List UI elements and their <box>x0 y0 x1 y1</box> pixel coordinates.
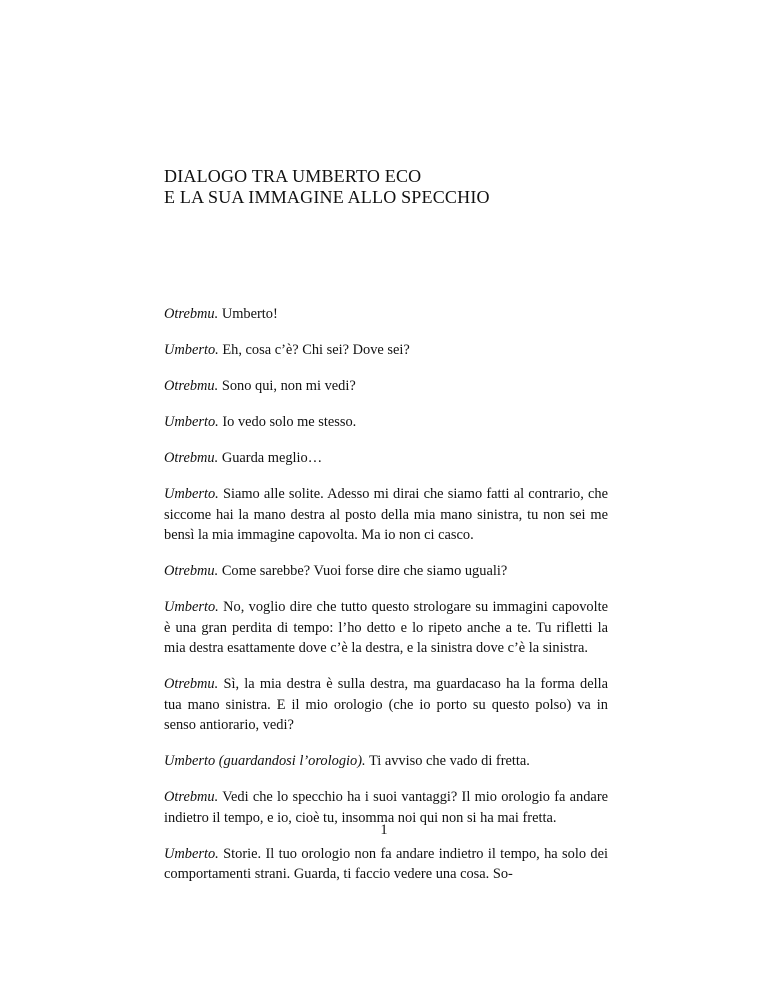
page-number: 1 <box>380 822 388 838</box>
speaker-name: Otrebmu. <box>164 378 219 394</box>
dialogue-text: Io vedo solo me stesso. <box>218 414 357 430</box>
speaker-name: Otrebmu. <box>164 789 219 805</box>
dialogue-text: Vedi che lo specchio ha i suoi vantaggi? Il mio orologio fa andare indietro il tempo, e io, cioè tu, insomma noi qui non si ha mai fretta. <box>164 789 608 826</box>
dialogue-line <box>164 448 608 469</box>
dialogue-line <box>164 597 608 659</box>
dialogue-line <box>164 340 608 361</box>
dialogue-text: Come sarebbe? Vuoi forse dire che siamo uguali? <box>218 563 508 579</box>
dialogue-text: Guarda meglio… <box>218 450 323 466</box>
dialogue-line <box>164 561 608 582</box>
dialogue-text: Siamo alle solite. Adesso mi dirai che siamo fatti al contrario, che siccome hai la mano destra al posto della mia mano sinistra, tu non sei me bensì la mia immagine capovolta. Ma io non ci casco. <box>164 486 608 543</box>
speaker-name: Umberto. <box>164 414 219 430</box>
speaker-name: Umberto. <box>164 845 219 862</box>
speaker-name: Otrebmu. <box>164 306 219 322</box>
dialogue-line <box>164 484 608 546</box>
speaker-name: Umberto. <box>164 486 219 502</box>
dialogue-line <box>164 304 608 325</box>
speaker-name: Umberto. <box>164 599 219 615</box>
document-title <box>164 166 624 208</box>
speaker-name: Umberto (guardandosi l’orologio). <box>164 753 366 769</box>
dialogue-body <box>164 304 608 900</box>
dialogue-line <box>164 844 608 885</box>
title-line-2: E LA SUA IMMAGINE ALLO SPECCHIO <box>164 187 490 207</box>
dialogue-text: Ti avviso che vado di fretta. <box>365 753 530 769</box>
dialogue-line <box>164 674 608 736</box>
dialogue-text: No, voglio dire che tutto questo strologare su immagini capovolte è una gran perdita di tempo: l’ho detto e lo ripeto anche a te. Tu rifletti la mia destra esattamente dove c’è la destra, e la sinistra dove c’è la sinistra. <box>164 599 608 656</box>
speaker-name: Otrebmu. <box>164 676 219 692</box>
dialogue-text: Storie. Il tuo orologio non fa andare indietro il tempo, ha solo dei comportamenti strani. Guarda, ti faccio vedere una cosa. So- <box>164 845 608 882</box>
speaker-name: Otrebmu. <box>164 563 219 579</box>
dialogue-text: Eh, cosa c’è? Chi sei? Dove sei? <box>218 342 410 358</box>
dialogue-text: Umberto! <box>218 306 278 322</box>
title-line-1: DIALOGO TRA UMBERTO ECO <box>164 166 422 186</box>
speaker-name: Otrebmu. <box>164 450 219 466</box>
dialogue-line <box>164 376 608 397</box>
dialogue-line <box>164 412 608 433</box>
dialogue-line <box>164 751 608 772</box>
dialogue-text: Sono qui, non mi vedi? <box>218 378 356 394</box>
speaker-name: Umberto. <box>164 342 219 358</box>
dialogue-text: Sì, la mia destra è sulla destra, ma guardacaso ha la forma della tua mano sinistra. E il mio orologio (che io porto su questo polso) va in senso antiorario, vedi? <box>164 676 608 733</box>
